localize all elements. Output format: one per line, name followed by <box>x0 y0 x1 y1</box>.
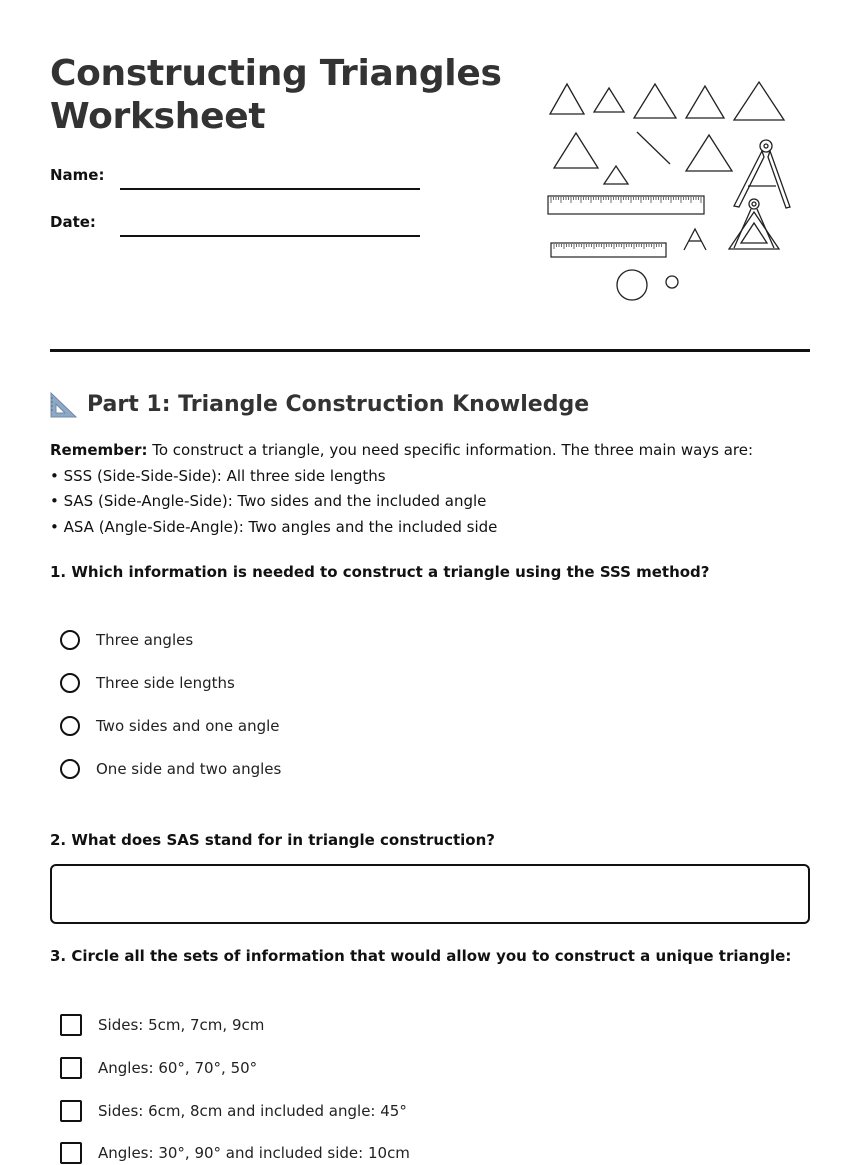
remember-label: Remember: <box>50 441 148 459</box>
name-field[interactable] <box>120 166 420 190</box>
q1-option-three-angles[interactable] <box>60 628 193 652</box>
q2-answer-box[interactable] <box>50 864 810 924</box>
method-bullet-sss: • SSS (Side-Side-Side): All three side lengths <box>50 466 386 485</box>
option-label: One side and two angles <box>96 760 282 778</box>
header-divider <box>50 349 810 352</box>
option-label: Sides: 5cm, 7cm, 9cm <box>98 1016 265 1034</box>
radio-button[interactable] <box>60 630 80 650</box>
checkbox[interactable] <box>60 1057 82 1079</box>
circle-icon <box>666 276 678 288</box>
method-bullet-asa: • ASA (Angle-Side-Angle): Two angles and the included side <box>50 518 498 537</box>
worksheet-title: Constructing Triangles Worksheet <box>50 53 502 137</box>
name-label: Name: <box>50 166 105 184</box>
triangle-icon <box>634 84 676 118</box>
circle-icon <box>617 270 647 300</box>
radio-button[interactable] <box>60 759 80 779</box>
radio-button[interactable] <box>60 716 80 736</box>
triangle-icon <box>550 84 584 114</box>
checkbox[interactable] <box>60 1014 82 1036</box>
set-square-icon <box>50 390 78 418</box>
remember-note <box>50 438 830 541</box>
method-bullet-sas: • SAS (Side-Angle-Side): Two sides and the included angle <box>50 492 487 511</box>
triangle-icon <box>734 82 784 120</box>
option-label: Angles: 60°, 70°, 50° <box>98 1059 258 1077</box>
ruler-icon <box>548 196 704 214</box>
question-2: 2. What does SAS stand for in triangle construction? <box>50 831 495 849</box>
line-segment-icon <box>637 132 670 164</box>
triangle-icon <box>686 86 724 118</box>
remember-intro <box>50 438 830 464</box>
radio-button[interactable] <box>60 673 80 693</box>
triangle-icon <box>686 135 732 171</box>
letter-a-icon <box>684 229 706 250</box>
triangle-icon <box>594 88 624 112</box>
option-label: Angles: 30°, 90° and included side: 10cm <box>98 1144 410 1162</box>
date-label: Date: <box>50 213 96 231</box>
q3-option-angles-30-90-side-10[interactable] <box>60 1141 410 1165</box>
checkbox[interactable] <box>60 1100 82 1122</box>
q3-option-sides-5-7-9[interactable] <box>60 1013 264 1037</box>
triangle-tools-clipart <box>540 76 800 306</box>
triangle-icon <box>554 133 598 168</box>
option-label: Two sides and one angle <box>96 717 280 735</box>
name-input[interactable] <box>120 163 424 187</box>
question-1: 1. Which information is needed to construct a triangle using the SSS method? <box>50 563 710 581</box>
part-1-heading <box>50 388 589 420</box>
option-label: Three side lengths <box>96 674 235 692</box>
triangle-icon <box>604 166 628 184</box>
part-1-heading-text: Part 1: Triangle Construction Knowledge <box>87 391 590 417</box>
option-label: Sides: 6cm, 8cm and included angle: 45° <box>98 1102 407 1120</box>
date-field[interactable] <box>120 213 420 237</box>
q1-option-one-side-two-angles[interactable] <box>60 757 281 781</box>
option-label: Three angles <box>96 631 194 649</box>
q3-option-angles-60-70-50[interactable] <box>60 1056 257 1080</box>
q1-option-two-sides-one-angle[interactable] <box>60 714 280 738</box>
date-input[interactable] <box>120 210 424 234</box>
q3-option-sides-6-8-angle-45[interactable] <box>60 1099 407 1123</box>
remember-text: To construct a triangle, you need specific information. The three main ways are: <box>147 441 754 459</box>
compass-icon <box>734 140 790 208</box>
q1-option-three-side-lengths[interactable] <box>60 671 235 695</box>
question-3: 3. Circle all the sets of information that would allow you to construct a unique triangle: <box>50 947 792 965</box>
ruler-icon <box>551 243 666 257</box>
